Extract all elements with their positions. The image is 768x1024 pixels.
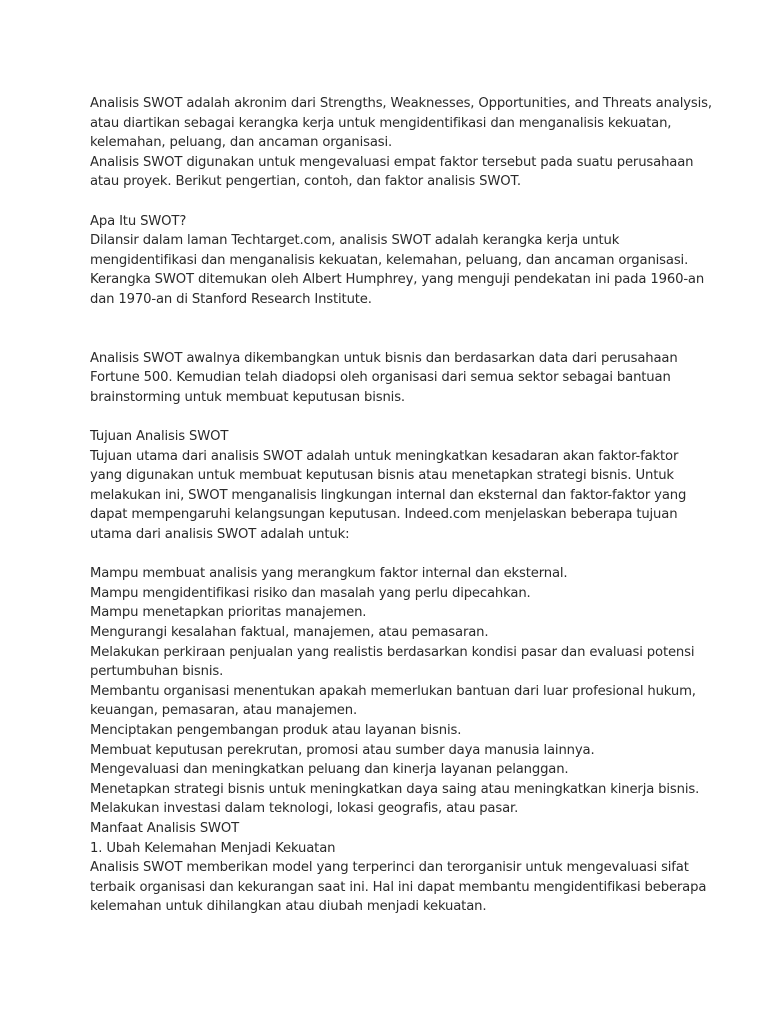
text-line: dan 1970-an di Stanford Research Institute. xyxy=(90,291,372,307)
list-item: Mampu menetapkan prioritas manajemen. xyxy=(90,605,367,621)
text-line: mengidentifikasi dan menganalisis kekuatan, kelemahan, peluang, dan ancaman organisasi. xyxy=(90,252,689,268)
list-item: keuangan, pemasaran, atau manajemen. xyxy=(90,703,358,719)
section-heading: Apa Itu SWOT? xyxy=(90,213,187,229)
text-line: terbaik organisasi dan kekurangan saat ini. Hal ini dapat membantu mengidentifikasi beberapa xyxy=(90,879,707,895)
paragraph-goals-list xyxy=(90,564,707,917)
paragraph-gap xyxy=(90,310,690,349)
list-item: Mengevaluasi dan meningkatkan peluang dan kinerja layanan pelanggan. xyxy=(90,762,569,778)
text-line: Analisis SWOT awalnya dikembangkan untuk bisnis dan berdasarkan data dari perusahaan xyxy=(90,350,678,366)
text-line: Kerangka SWOT ditemukan oleh Albert Humphrey, yang menguji pendekatan ini pada 1960-an xyxy=(90,272,705,288)
list-item: Melakukan perkiraan penjualan yang realistis berdasarkan kondisi pasar dan evaluasi potensi xyxy=(90,644,695,660)
paragraph-gap xyxy=(90,192,690,212)
paragraph-gap xyxy=(90,408,690,428)
text-line: atau diartikan sebagai kerangka kerja untuk mengidentifikasi dan menganalisis kekuatan, xyxy=(90,115,672,131)
list-item: pertumbuhan bisnis. xyxy=(90,664,224,680)
section-heading: Manfaat Analisis SWOT xyxy=(90,820,240,836)
section-heading: Tujuan Analisis SWOT xyxy=(90,429,229,445)
text-line: kelemahan, peluang, dan ancaman organisasi. xyxy=(90,135,393,151)
text-line: Analisis SWOT adalah akronim dari Strengths, Weaknesses, Opportunities, and Threats analysis, xyxy=(90,96,712,111)
document-page xyxy=(90,94,712,917)
list-item: Membantu organisasi menentukan apakah memerlukan bantuan dari luar profesional hukum, xyxy=(90,683,696,699)
paragraph-swot-definition xyxy=(90,94,712,192)
list-item: Mampu membuat analisis yang merangkum faktor internal dan eksternal. xyxy=(90,566,568,582)
list-item: Membuat keputusan perekrutan, promosi atau sumber daya manusia lainnya. xyxy=(90,742,595,758)
list-item: Menciptakan pengembangan produk atau layanan bisnis. xyxy=(90,723,462,738)
text-line: melakukan ini, SWOT menganalisis lingkungan internal dan eksternal dan faktor-faktor yang xyxy=(90,487,687,503)
subsection-heading: 1. Ubah Kelemahan Menjadi Kekuatan xyxy=(90,840,336,856)
text-line: brainstorming untuk membuat keputusan bisnis. xyxy=(90,389,405,405)
text-line: utama dari analisis SWOT adalah untuk: xyxy=(90,527,350,543)
paragraph-history xyxy=(90,349,690,408)
text-line: atau proyek. Berikut pengertian, contoh, dan faktor analisis SWOT. xyxy=(90,174,521,190)
paragraph-apa-itu-swot xyxy=(90,212,705,310)
list-item: Menetapkan strategi bisnis untuk meningkatkan daya saing atau meningkatkan kinerja bisnis. xyxy=(90,781,700,797)
list-item: Melakukan investasi dalam teknologi, lokasi geografis, atau pasar. xyxy=(90,801,519,817)
list-item: Mengurangi kesalahan faktual, manajemen, atau pemasaran. xyxy=(90,625,489,641)
text-line: yang digunakan untuk membuat keputusan bisnis atau menetapkan strategi bisnis. Untuk xyxy=(90,468,674,484)
paragraph-gap xyxy=(90,545,690,565)
text-line: Dilansir dalam laman Techtarget.com, analisis SWOT adalah kerangka kerja untuk xyxy=(90,233,620,249)
paragraph-tujuan xyxy=(90,427,690,545)
text-line: Fortune 500. Kemudian telah diadopsi oleh organisasi dari semua sektor sebagai bantuan xyxy=(90,370,671,386)
text-line: kelemahan untuk dihilangkan atau diubah menjadi kekuatan. xyxy=(90,899,487,915)
text-line: Tujuan utama dari analisis SWOT adalah untuk meningkatkan kesadaran akan faktor-faktor xyxy=(90,448,679,464)
text-line: Analisis SWOT memberikan model yang terperinci dan terorganisir untuk mengevaluasi sifat xyxy=(90,860,689,876)
list-item: Mampu mengidentifikasi risiko dan masalah yang perlu dipecahkan. xyxy=(90,585,531,601)
text-line: dapat mempengaruhi kelangsungan keputusan. Indeed.com menjelaskan beberapa tujuan xyxy=(90,507,678,523)
text-line: Analisis SWOT digunakan untuk mengevaluasi empat faktor tersebut pada suatu perusahaan xyxy=(90,154,694,170)
